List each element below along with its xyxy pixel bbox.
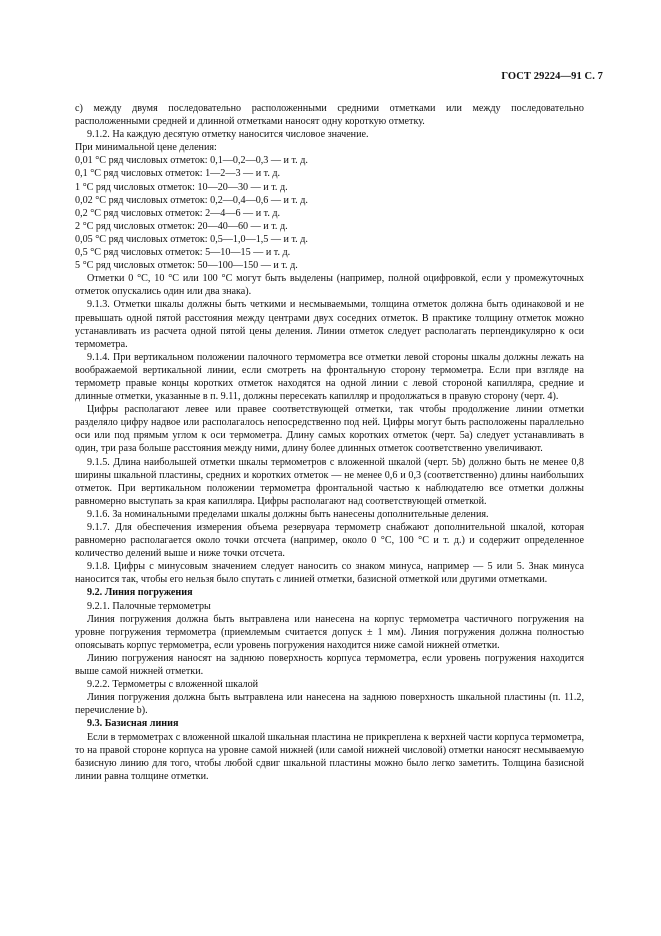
paragraph: 9.1.6. За номинальными пределами шкалы должны быть нанесены дополнительные деления. <box>87 508 489 520</box>
list-line: 5 °С ряд числовых отметок: 50—100—150 — и т. д. <box>75 260 298 272</box>
paragraph: Цифры располагают левее или правее соответствующей отметки, так чтобы продолжение линии отметки разделяло цифру надвое или располагалось непосредственно под ней. Цифры могут быть расположены параллельно оси или под прямым углом к оси термометра. Длину самых коротких отметок (черт. 5а) следует устанавливать в один, три раза больше расстояния между ними, длину более длинных отметок соответственно увеличивают. <box>75 404 584 455</box>
paragraph: 9.1.3. Отметки шкалы должны быть четкими и несмываемыми, толщина отметок должна быть одинаковой и не превышать одной пятой расстояния между центрами двух соседних отметок. В практике толщину отметок можно устанавливать из расчета одной пятой цены деления. Линии отметок следует располагать перпендикулярно к оси термометра. <box>75 299 584 350</box>
paragraph: 9.1.4. При вертикальном положении палочного термометра все отметки левой стороны шкалы должны лежать на воображаемой вертикальной линии, если смотреть на фронтальную сторону термометра. Если при взгляде на термометр правые концы коротких отметок находятся на одной линии с левой стороной капилляра, средние и длинные отметки, указанные в п. 9.11, должны пересекать капилляр и продолжаться в правую сторону (черт. 4). <box>75 351 584 403</box>
paragraph: 9.1.2. На каждую десятую отметку наносится числовое значение. <box>87 129 369 141</box>
section-heading: 9.2. Линия погружения <box>87 587 193 599</box>
paragraph: 9.1.7. Для обеспечения измерения объема резервуара термометр снабжают дополнительной шкалой, которая равномерно располагается около точки отсчета (например, около 0 °С, 100 °С и т. д.) и содержит определенное количество делений выше и ниже точки отсчета. <box>75 522 584 560</box>
document-body <box>75 102 584 783</box>
paragraph: 9.1.8. Цифры с минусовым значением следует наносить со знаком минуса, например — 5 или 5. Знак минуса наносится так, чтобы его нельзя было спутать с линией отметки, базисной отметкой или другими отметками. <box>75 561 584 586</box>
subsection-title: 9.2.1. Палочные термометры <box>87 600 211 612</box>
paragraph: Линия погружения должна быть вытравлена или нанесена на корпус термометра частичного погружения на уровне погружения термометра (приемлемым считается допуск ± 1 мм). Линия погружения должна полностью опоясывать корпус термометра, если уровень погружения находится ниже самой нижней отметки. <box>75 613 584 651</box>
paragraph: Если в термометрах с вложенной шкалой шкальная пластина не прикреплена к верхней части корпуса термометра, то на правой стороне корпуса на уровне самой нижней (или самой нижней числовой) отметки наносят несмываемую базисную линию для того, чтобы любой сдвиг шкальной пластины можно было легко заметить. Толщина базисной линии равна толщине отметки. <box>75 731 584 782</box>
paragraph: с) между двумя последовательно расположенными средними отметками или между последовательно расположенными средней и длинной отметками наносят одну короткую отметку. <box>75 103 584 128</box>
section-heading: 9.3. Базисная линия <box>87 718 179 730</box>
list-line: 0,01 °С ряд числовых отметок: 0,1—0,2—0,3 — и т. д. <box>75 155 308 167</box>
list-line: 0,2 °С ряд числовых отметок: 2—4—6 — и т. д. <box>75 207 281 219</box>
list-line: 1 °С ряд числовых отметок: 10—20—30 — и т. д. <box>75 181 288 193</box>
list-line: 0,5 °С ряд числовых отметок: 5—10—15 — и т. д. <box>75 247 291 259</box>
list-line: 0,05 °С ряд числовых отметок: 0,5—1,0—1,5 — и т. д. <box>75 233 308 245</box>
list-line: 0,1 °С ряд числовых отметок: 1—2—3 — и т. д. <box>75 168 281 180</box>
list-line: При минимальной цене деления: <box>75 142 217 154</box>
paragraph: Линию погружения наносят на заднюю поверхность корпуса термометра, если уровень погружения находится выше самой нижней отметки. <box>75 652 584 678</box>
paragraph: Линия погружения должна быть вытравлена или нанесена на заднюю поверхность шкальной пластины (п. 11.2, перечисление b). <box>75 692 584 717</box>
subsection-title: 9.2.2. Термометры с вложенной шкалой <box>87 679 259 691</box>
paragraph: 9.1.5. Длина наибольшей отметки шкалы термометров с вложенной шкалой (черт. 5b) должно быть не менее 0,8 ширины шкальной пластины, средних и коротких отметок — не менее 0,6 и 0,3 (соответственно) длины наибольших отметок. При вертикальном положении термометра фронтальной частью к наблюдателю все отметки должны равномерно выступать за края капилляра. Цифры располагают над соответствующей отметкой. <box>75 456 584 507</box>
page-header: ГОСТ 29224—91 С. 7 <box>501 71 603 82</box>
list-line: 2 °С ряд числовых отметок: 20—40—60 — и т. д. <box>75 220 288 232</box>
list-line: 0,02 °С ряд числовых отметок: 0,2—0,4—0,6 — и т. д. <box>75 194 308 206</box>
paragraph: Отметки 0 °С, 10 °С или 100 °С могут быть выделены (например, полной оцифровкой, если у промежуточных отметок опускались один или два знака). <box>75 273 584 298</box>
